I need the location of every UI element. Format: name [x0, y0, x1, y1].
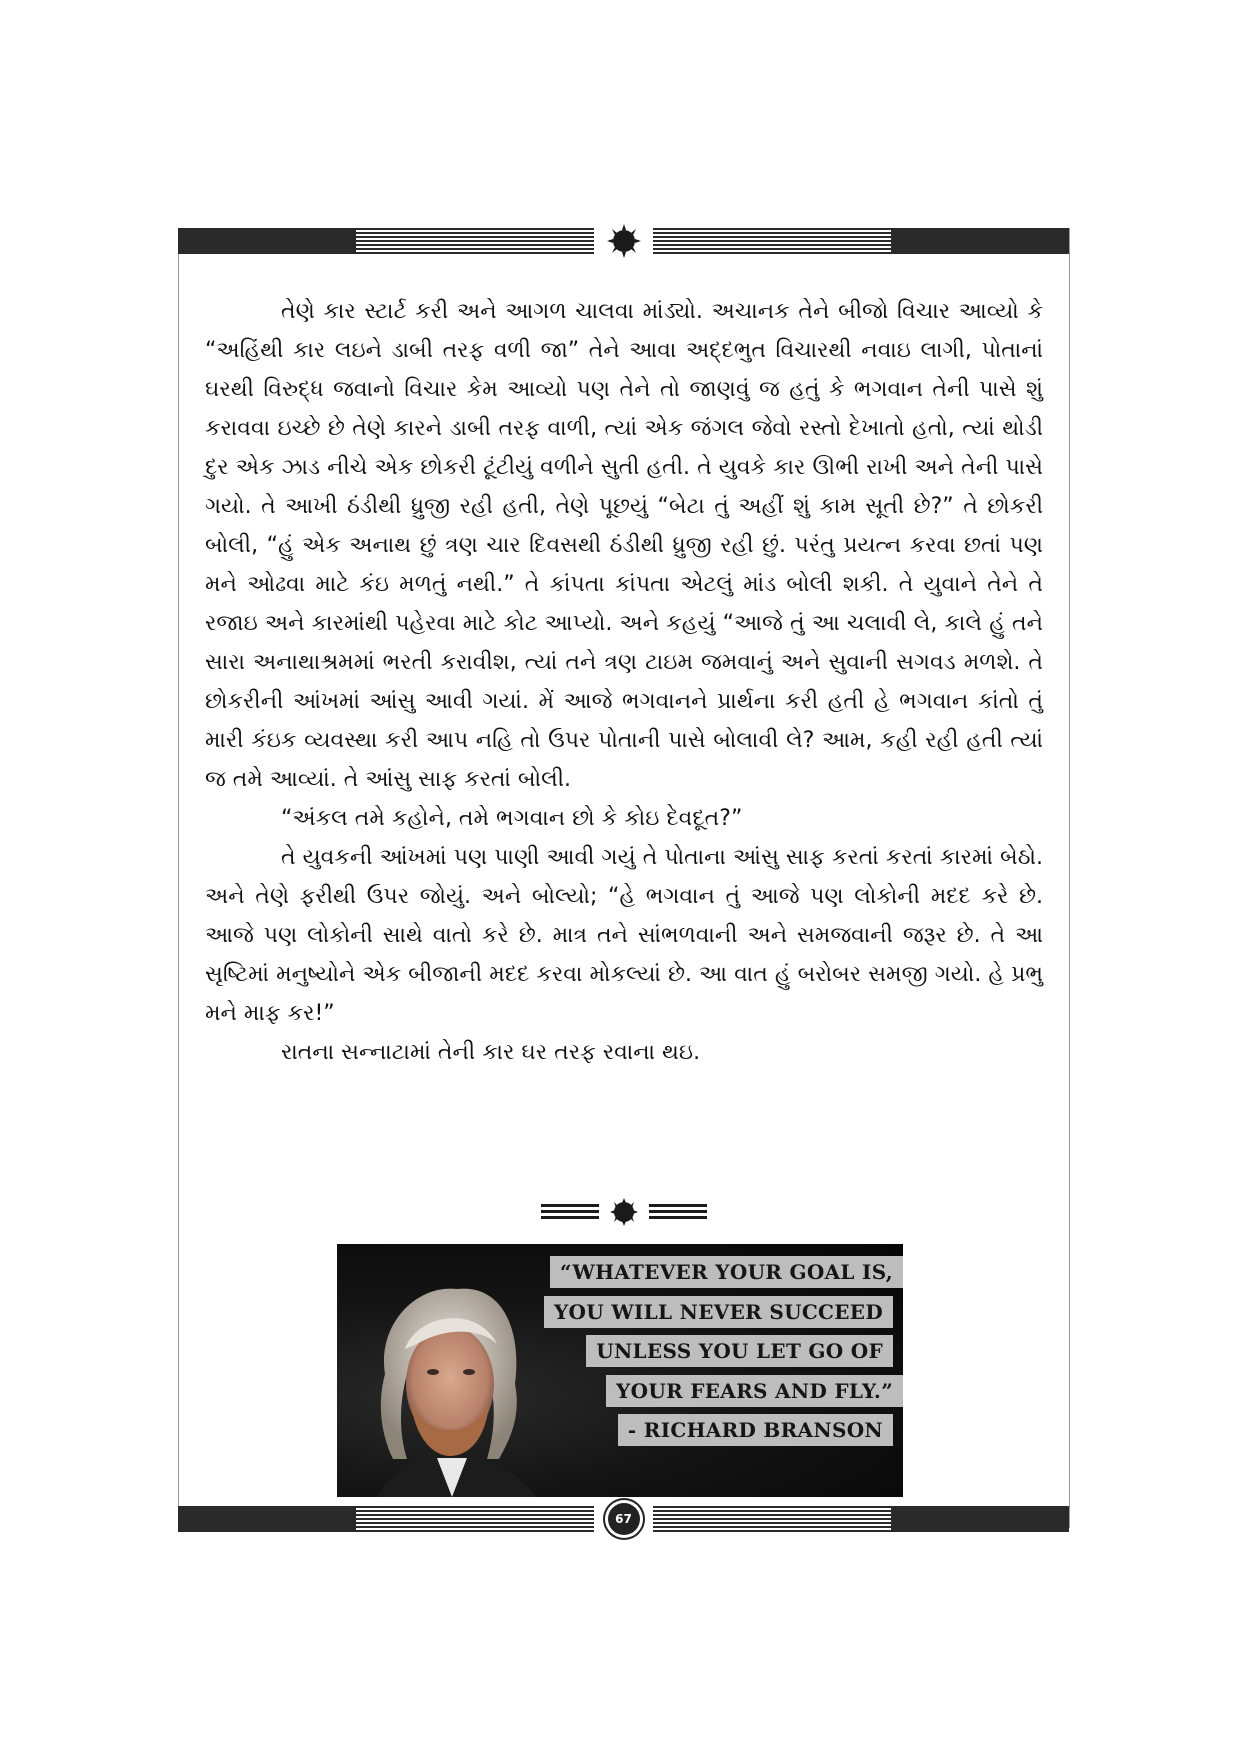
footer-band	[178, 1506, 1069, 1532]
header-band	[178, 228, 1069, 254]
paragraph: રાતના સન્નાટામાં તેની કાર ઘર તરફ રવાના થઇ.	[281, 1040, 701, 1065]
section-divider	[541, 1196, 707, 1228]
paragraph: “અંકલ તમે કહોને, તમે ભગવાન છો કે કોઇ દેવદૂત?”	[281, 806, 743, 831]
quote-image	[337, 1244, 903, 1497]
page-number: 67	[608, 1503, 640, 1535]
quote-line: YOU WILL NEVER SUCCEED	[544, 1296, 893, 1328]
sunburst-ornament-icon	[606, 224, 642, 258]
story-body	[205, 292, 1043, 1072]
paragraph: તેણે કાર સ્ટાર્ટ કરી અને આગળ ચાલવા માંડ્યો. અચાનક તેને બીજો વિચાર આવ્યો કે “અહિંથી કાર લઇને ડાબી તરફ વળી જા” તેને આવા અદ્દભુત વિચારથી નવાઇ લાગી, પોતાનાં ઘરથી વિરુદ્ધ જવાનો વિચાર કેમ આવ્યો પણ તેને તો જાણવું જ હતું કે ભગવાન તેની પાસે શું કરાવવા ઇચ્છે છે તેણે કારને ડાબી તરફ વાળી, ત્યાં એક જંગલ જેવો રસ્તો દેખાતો હતો, ત્યાં થોડી દુર એક ઝાડ નીચે એક છોકરી ટૂંટીયું વળીને સુતી હતી. તે યુવકે કાર ઊભી રાખી અને તેની પાસે ગયો. તે આખી ઠંડીથી ધ્રુજી રહી હતી, તેણે પૂછયું “બેટા તું અહીં શું કામ સૂતી છે?” તે છોકરી બોલી, “હું એક અનાથ છું ત્રણ ચાર દિવસથી ઠંડીથી ધ્રુજી રહી છું. પરંતુ પ્રયત્ન કરવા છતાં પણ મને ઓઢવા માટે કંઇ મળતું નથી.” તે કાંપતા કાંપતા એટલું માંડ બોલી શકી. તે યુવાને તેને તે રજાઇ અને કારમાંથી પહેરવા માટે કોટ આપ્યો. અને કહયું “આજે તું આ ચલાવી લે, કાલે હું તને સારા અનાથાશ્રમમાં ભરતી કરાવીશ, ત્યાં તને ત્રણ ટાઇમ જમવાનું અને સુવાની સગવડ મળશે. તે છોકરીની આંખમાં આંસુ આવી ગયાં. મેં આજે ભગવાનને પ્રાર્થના કરી હતી હે ભગવાન કાંતો તું મારી કંઇક વ્યવસ્થા કરી આપ નહિ તો ઉપર પોતાની પાસે બોલાવી લે? આમ, કહી રહી હતી ત્યાં જ તમે આવ્યાં. તે આંસુ સાફ કરતાં બોલી.	[205, 299, 1043, 792]
quote-line: YOUR FEARS AND FLY.”	[606, 1375, 903, 1407]
paragraph: તે યુવકની આંખમાં પણ પાણી આવી ગયું તે પોતાના આંસુ સાફ કરતાં કરતાં કારમાં બેઠો. અને તેણે ફરીથી ઉપર જોયું. અને બોલ્યો; “હે ભગવાન તું આજે પણ લોકોની મદદ કરે છે. આજે પણ લોકોની સાથે વાતો કરે છે. માત્ર તને સાંભળવાની અને સમજવાની જરૂર છે. તે આ સૃષ્ટિમાં મનુષ્યોને એક બીજાની મદદ કરવા મોકલ્યાં છે. આ વાત હું બરોબર સમજી ગયો. હે પ્રભુ મને માફ કર!”	[205, 845, 1043, 1026]
quote-attribution: - RICHARD BRANSON	[618, 1414, 893, 1446]
quote-line: UNLESS YOU LET GO OF	[586, 1335, 893, 1367]
quote-line: “WHATEVER YOUR GOAL IS,	[550, 1256, 903, 1288]
